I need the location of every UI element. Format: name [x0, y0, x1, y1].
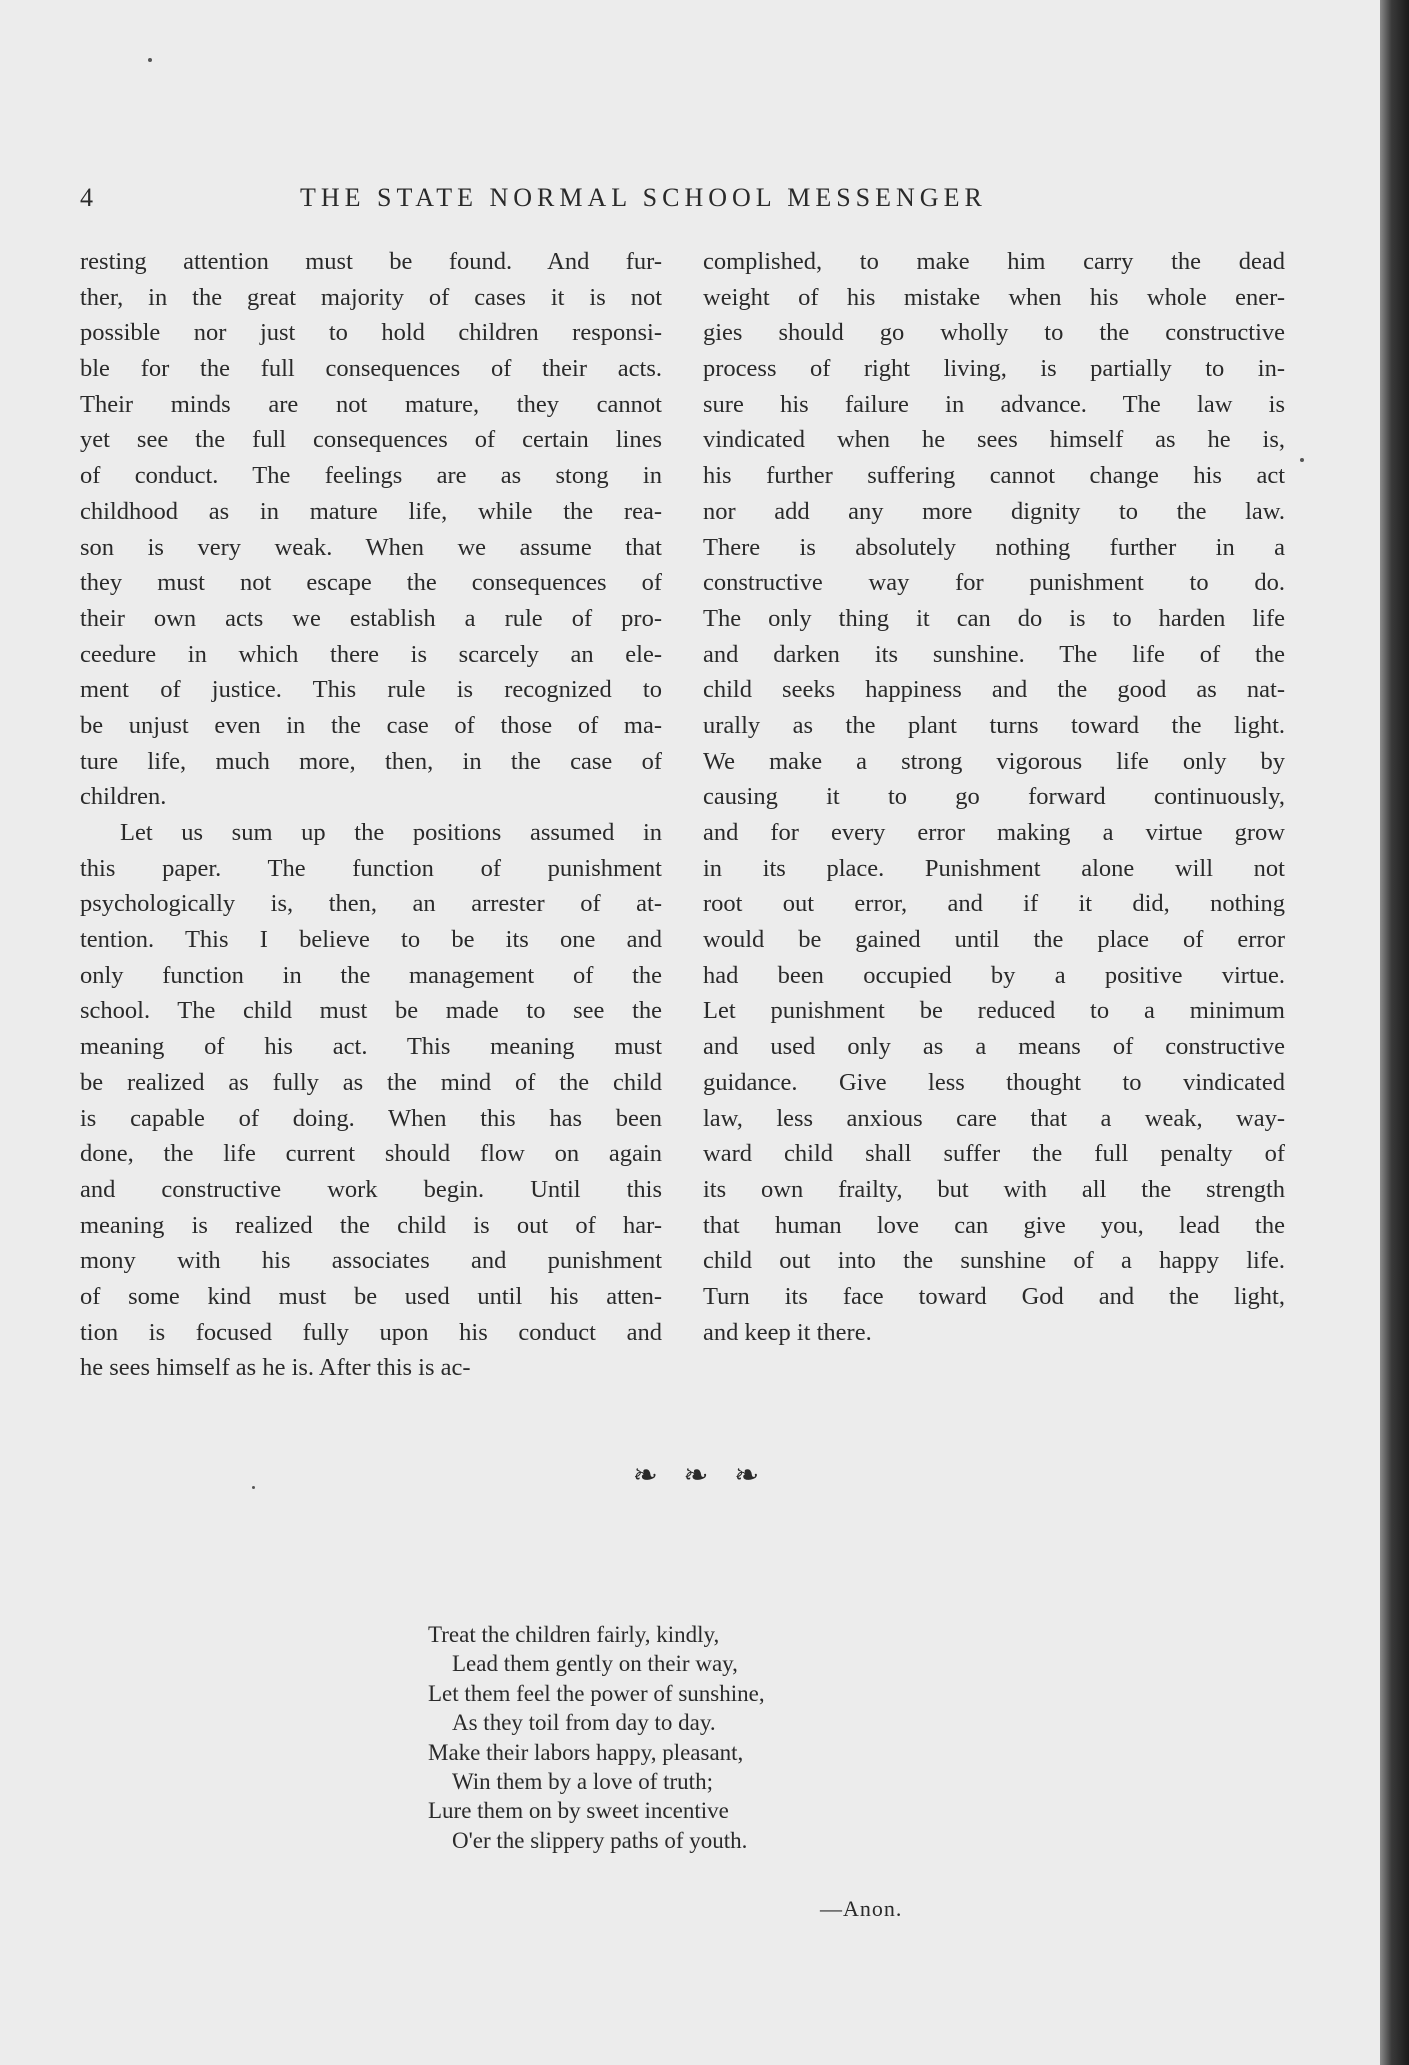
text-line: that human love can give you, lead the	[703, 1211, 1285, 1239]
poem-line: Make their labors happy, pleasant,	[428, 1739, 744, 1765]
text-line: its own frailty, but with all the strength	[703, 1175, 1285, 1203]
text-line: Their minds are not mature, they cannot	[80, 390, 662, 418]
section-ornament: ❧ ❧ ❧	[632, 1458, 768, 1493]
text-line: this paper. The function of punishment	[80, 854, 662, 882]
text-line: meaning of his act. This meaning must	[80, 1033, 662, 1061]
text-line: guidance. Give less thought to vindicated	[703, 1068, 1285, 1096]
paper-speck	[148, 58, 152, 62]
text-line: constructive way for punishment to do.	[703, 569, 1285, 597]
text-line: law, less anxious care that a weak, way-	[703, 1104, 1285, 1132]
text-line: son is very weak. When we assume that	[80, 533, 662, 561]
binding-edge	[1380, 0, 1409, 2065]
poem-line: Let them feel the power of sunshine,	[428, 1680, 765, 1706]
text-line: root out error, and if it did, nothing	[703, 890, 1285, 918]
text-line: of conduct. The feelings are as stong in	[80, 462, 662, 490]
poem	[428, 1620, 1028, 1855]
text-line: tention. This I believe to be its one and	[80, 926, 662, 954]
text-line: had been occupied by a positive virtue.	[703, 961, 1285, 989]
poem-line: O'er the slippery paths of youth.	[452, 1827, 748, 1853]
text-line: and for every error making a virtue grow	[703, 819, 1285, 846]
poem-attribution: —Anon.	[820, 1896, 903, 1921]
text-line: weight of his mistake when his whole ener-	[703, 283, 1285, 311]
paper-speck	[1300, 458, 1304, 462]
page-header	[80, 183, 1130, 223]
text-line: urally as the plant turns toward the light.	[703, 711, 1285, 739]
text-line: meaning is realized the child is out of har-	[80, 1211, 662, 1239]
text-line: complished, to make him carry the dead	[703, 248, 1285, 275]
text-line: ture life, much more, then, in the case of	[80, 747, 662, 775]
text-line: children.	[80, 783, 167, 811]
text-line: ble for the full consequences of their acts.	[80, 355, 662, 383]
text-line: Turn its face toward God and the light,	[703, 1282, 1285, 1310]
text-line: only function in the management of the	[80, 961, 662, 989]
text-line: done, the life current should flow on again	[80, 1140, 662, 1168]
left-column	[80, 244, 662, 1386]
text-line: Let us sum up the positions assumed in	[120, 819, 662, 846]
text-line: be realized as fully as the mind of the child	[80, 1068, 662, 1096]
text-line: We make a strong vigorous life only by	[703, 747, 1285, 775]
running-head: THE STATE NORMAL SCHOOL MESSENGER	[300, 183, 987, 212]
text-line: childhood as in mature life, while the rea-	[80, 497, 662, 525]
text-line: child out into the sunshine of a happy life.	[703, 1247, 1285, 1275]
text-line: mony with his associates and punishment	[80, 1247, 662, 1275]
text-line: is capable of doing. When this has been	[80, 1104, 662, 1132]
text-line: would be gained until the place of error	[703, 926, 1285, 954]
paper-speck	[252, 1486, 255, 1489]
text-line: and constructive work begin. Until this	[80, 1175, 662, 1203]
text-line: ceedure in which there is scarcely an ele-	[80, 640, 662, 668]
text-line: in its place. Punishment alone will not	[703, 854, 1285, 882]
text-line: they must not escape the consequences of	[80, 569, 662, 597]
text-line: tion is focused fully upon his conduct and	[80, 1318, 662, 1346]
text-line: and used only as a means of constructive	[703, 1033, 1285, 1061]
text-line: causing it to go forward continuously,	[703, 783, 1285, 811]
text-line: ward child shall suffer the full penalty of	[703, 1140, 1285, 1168]
text-line: Let punishment be reduced to a minimum	[703, 997, 1285, 1025]
text-line: process of right living, is partially to in-	[703, 355, 1285, 383]
text-line: their own acts we establish a rule of pro-	[80, 604, 662, 632]
text-line: resting attention must be found. And fur-	[80, 248, 662, 275]
poem-line: Lead them gently on their way,	[452, 1651, 738, 1677]
text-line: ther, in the great majority of cases it is not	[80, 283, 662, 311]
text-line: ment of justice. This rule is recognized to	[80, 676, 662, 704]
text-line: and darken its sunshine. The life of the	[703, 640, 1285, 668]
poem-line: As they toil from day to day.	[452, 1710, 716, 1736]
text-line: and keep it there.	[703, 1318, 872, 1346]
text-line: The only thing it can do is to harden life	[703, 604, 1285, 632]
text-line: of some kind must be used until his atten-	[80, 1282, 662, 1310]
poem-line: Lure them on by sweet incentive	[428, 1798, 729, 1824]
text-line: psychologically is, then, an arrester of at-	[80, 890, 662, 918]
text-line: be unjust even in the case of those of ma-	[80, 711, 662, 739]
text-line: his further suffering cannot change his act	[703, 462, 1285, 490]
text-line: school. The child must be made to see the	[80, 997, 662, 1025]
poem-line: Win them by a love of truth;	[452, 1768, 713, 1794]
poem-line: Treat the children fairly, kindly,	[428, 1622, 720, 1647]
text-line: child seeks happiness and the good as nat-	[703, 676, 1285, 704]
text-line: nor add any more dignity to the law.	[703, 497, 1285, 525]
page-number: 4	[80, 183, 93, 212]
text-line: yet see the full consequences of certain lines	[80, 426, 662, 454]
right-column	[703, 244, 1285, 1350]
text-line: sure his failure in advance. The law is	[703, 390, 1285, 418]
text-line: he sees himself as he is. After this is ac-	[80, 1354, 471, 1382]
text-line: There is absolutely nothing further in a	[703, 533, 1285, 561]
text-line: possible nor just to hold children responsi-	[80, 319, 662, 347]
text-line: gies should go wholly to the constructive	[703, 319, 1285, 347]
text-line: vindicated when he sees himself as he is,	[703, 426, 1285, 454]
